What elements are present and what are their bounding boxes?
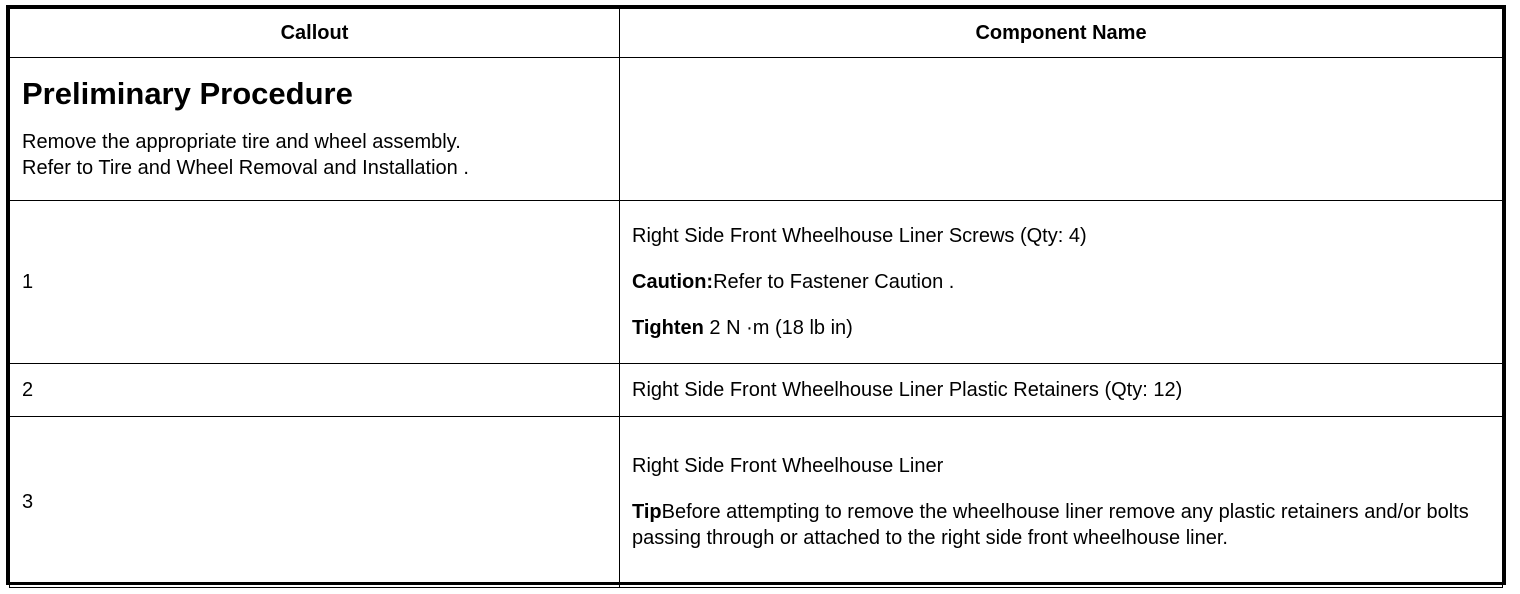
procedure-table [9, 8, 1503, 588]
table-row-callout-2 [10, 364, 1503, 417]
tighten-value: 2 [709, 317, 721, 339]
component-name-2: Right Side Front Wheelhouse Liner Plastic Retainers (Qty: 12) [632, 379, 1183, 401]
caution-note [632, 269, 1490, 295]
tighten-label: Tighten [632, 317, 704, 339]
component-cell-1 [620, 201, 1503, 364]
caution-label: Caution: [632, 271, 714, 293]
tighten-spec [632, 315, 1490, 341]
table-row-callout-1 [10, 201, 1503, 364]
callout-cell-2: 2 [10, 364, 620, 417]
preliminary-procedure-title: Preliminary Procedure [22, 75, 353, 111]
callout-cell-3: 3 [10, 417, 620, 588]
preliminary-procedure-line-1: Remove the appropriate tire and wheel assembly. [22, 131, 461, 154]
component-cell-2 [620, 364, 1503, 417]
caution-text: Refer to Fastener Caution . [713, 271, 955, 293]
tighten-unit: N ·m (18 lb in) [720, 317, 853, 339]
component-cell-3 [620, 417, 1503, 588]
component-name-column-header: Component Name [620, 9, 1503, 58]
procedure-table-frame [6, 5, 1506, 585]
tip-text: Before attempting to remove the wheelhouse liner remove any plastic retainers and/or bolts passing through or attached to the right side front wheelhouse liner. [632, 501, 1469, 549]
table-header-row [10, 9, 1503, 58]
preliminary-procedure-cell [10, 58, 620, 201]
callout-cell-1: 1 [10, 201, 620, 364]
component-name-1: Right Side Front Wheelhouse Liner Screws (Qty: 4) [632, 225, 1087, 247]
tip-note [632, 499, 1490, 551]
table-row-callout-3 [10, 417, 1503, 588]
component-name-3: Right Side Front Wheelhouse Liner [632, 455, 944, 477]
callout-column-header: Callout [10, 9, 620, 58]
preliminary-procedure-empty-cell [620, 58, 1503, 201]
tip-label: Tip [632, 501, 662, 523]
preliminary-procedure-line-2: Refer to Tire and Wheel Removal and Installation . [22, 157, 469, 180]
preliminary-procedure-row [10, 58, 1503, 201]
